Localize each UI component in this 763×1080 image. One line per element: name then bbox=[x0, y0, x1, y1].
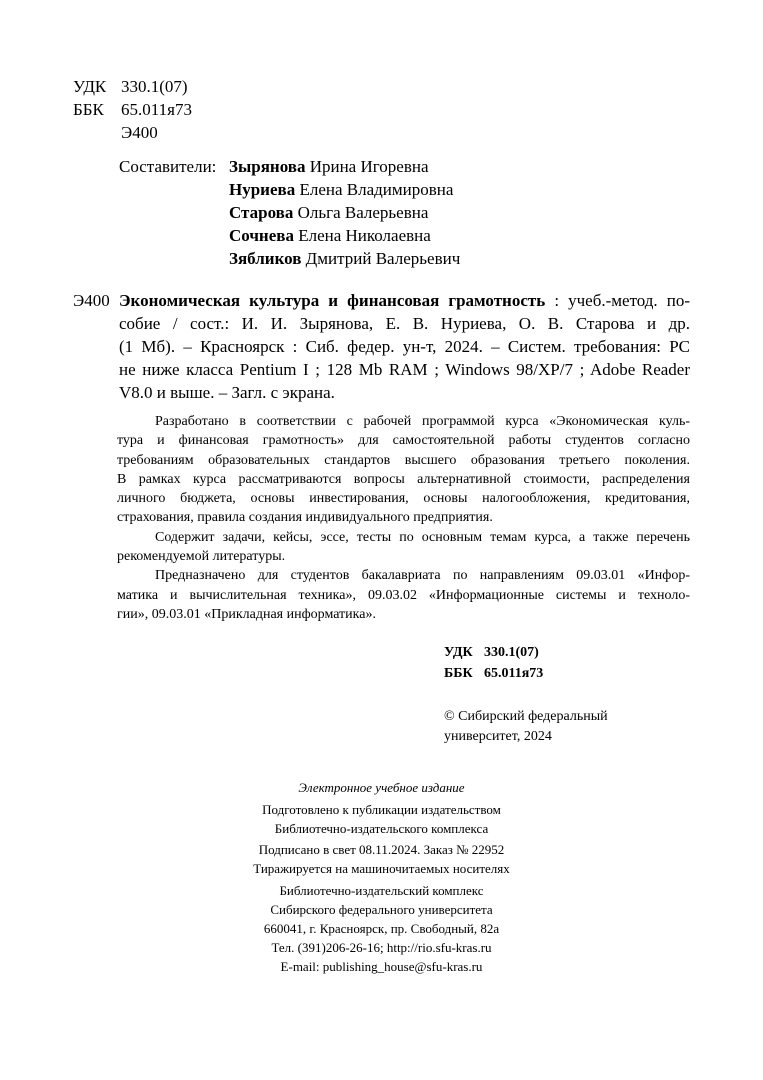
publisher-email: E-mail: publishing_house@sfu-kras.ru bbox=[280, 959, 483, 974]
record-line bbox=[119, 289, 690, 312]
signed-block bbox=[200, 840, 563, 878]
record-line: (1 Мб). – Красноярск : Сиб. федер. ун-т, 2024. – Систем. требования: PC bbox=[119, 337, 690, 356]
author-sign-line bbox=[73, 121, 192, 144]
bbk-label: ББК bbox=[73, 100, 104, 119]
annotation-line: гии», 09.03.01 «Прикладная информатика». bbox=[117, 606, 376, 622]
annotation-line: Содержит задачи, кейсы, эссе, тесты по основным темам курса, а также перечень bbox=[155, 529, 690, 545]
author-sign: Э400 bbox=[121, 123, 158, 142]
bibliographic-record bbox=[73, 289, 690, 404]
compiler-item bbox=[229, 224, 460, 247]
record-code: Э400 bbox=[73, 291, 110, 310]
bottom-bbk-line bbox=[444, 663, 543, 684]
compiler-name: Ольга Валерьевна bbox=[297, 203, 429, 222]
record-line: не ниже класса Pentium I ; 128 Mb RAM ; Windows 98/XP/7 ; Adobe Reader bbox=[119, 360, 690, 379]
publisher-block bbox=[200, 881, 563, 976]
classification-block bbox=[73, 75, 192, 144]
compiler-surname: Сочнева bbox=[229, 226, 294, 245]
copyright-line: университет, 2024 bbox=[444, 729, 552, 744]
bottom-bbk-label: ББК bbox=[444, 666, 473, 681]
compiler-item bbox=[229, 247, 460, 270]
publisher-line: Сибирского федерального университета bbox=[270, 902, 493, 917]
signed-line: Подписано в свет 08.11.2024. Заказ № 22952 bbox=[258, 842, 505, 857]
annotation bbox=[117, 412, 690, 624]
udk-label: УДК bbox=[73, 77, 107, 96]
compiler-name: Дмитрий Валерьевич bbox=[305, 249, 461, 268]
annotation-line: Разработано в соответствии с рабочей программой курса «Экономическая куль- bbox=[155, 414, 690, 429]
annotation-line: личного бюджета, основы инвестирования, основы налогообложения, кредитования, bbox=[117, 491, 690, 507]
bottom-udk-value: 330.1(07) bbox=[484, 645, 539, 660]
compiler-surname: Зябликов bbox=[229, 249, 302, 268]
edition-type: Электронное учебное издание bbox=[298, 780, 465, 795]
record-text bbox=[119, 289, 690, 404]
replication-line: Тиражируется на машиночитаемых носителях bbox=[253, 861, 510, 876]
annotation-line: страхования, правила создания индивидуального предприятия. bbox=[117, 510, 493, 526]
annotation-line: матика и вычислительная техника», 09.03.02 «Информационные системы и техноло- bbox=[117, 587, 690, 603]
compiler-item bbox=[229, 201, 460, 224]
copyright bbox=[444, 707, 608, 747]
compilers-label: Составители: bbox=[119, 157, 217, 176]
udk-line bbox=[73, 75, 192, 98]
compiler-surname: Зырянова bbox=[229, 157, 306, 176]
udk-value: 330.1(07) bbox=[121, 77, 188, 96]
compiler-surname: Старова bbox=[229, 203, 294, 222]
compiler-name: Елена Николаевна bbox=[298, 226, 431, 245]
copyright-line: © Сибирский федеральный bbox=[444, 709, 608, 724]
record-line: V8.0 и выше. – Загл. с экрана. bbox=[119, 383, 335, 402]
record-line: собие / сост.: И. И. Зырянова, Е. В. Нуриева, О. В. Старова и др. bbox=[119, 314, 690, 333]
bottom-bbk-value: 65.011я73 bbox=[484, 666, 544, 681]
annotation-line: рекомендуемой литературы. bbox=[117, 549, 286, 565]
publisher-phone-site: Тел. (391)206-26-16; http://rio.sfu-kras.ru bbox=[271, 940, 492, 955]
annotation-line: требованиям образовательных стандартов высшего образования третьего поколения. bbox=[117, 452, 690, 468]
compiler-name: Ирина Игоревна bbox=[309, 157, 429, 176]
prepared-line: Библиотечно-издательского комплекса bbox=[274, 821, 489, 836]
bottom-classification bbox=[444, 642, 543, 684]
compilers-list bbox=[229, 155, 460, 270]
book-title: Экономическая культура и финансовая грамотность bbox=[119, 291, 546, 310]
prepared-block bbox=[200, 800, 563, 838]
publisher-address: 660041, г. Красноярск, пр. Свободный, 82а bbox=[263, 921, 500, 936]
compiler-surname: Нуриева bbox=[229, 180, 296, 199]
compiler-name: Елена Владимировна bbox=[299, 180, 454, 199]
bottom-udk-label: УДК bbox=[444, 645, 473, 660]
bottom-udk-line bbox=[444, 642, 543, 663]
publisher-line: Библиотечно-издательский комплекс bbox=[279, 883, 484, 898]
record-line1-rest: : учеб.-метод. по- bbox=[554, 291, 691, 310]
compiler-item bbox=[229, 155, 460, 178]
annotation-line: тура и финансовая грамотность» для самостоятельной работы студентов согласно bbox=[117, 433, 690, 449]
annotation-line: Предназначено для студентов бакалавриата по направлениям 09.03.01 «Инфор- bbox=[155, 568, 690, 584]
compiler-item bbox=[229, 178, 460, 201]
prepared-line: Подготовлено к публикации издательством bbox=[262, 802, 501, 817]
bbk-line bbox=[73, 98, 192, 121]
bbk-value: 65.011я73 bbox=[121, 100, 192, 119]
annotation-line: В рамках курса рассматриваются вопросы альтернативной стоимости, распределения bbox=[117, 471, 690, 487]
